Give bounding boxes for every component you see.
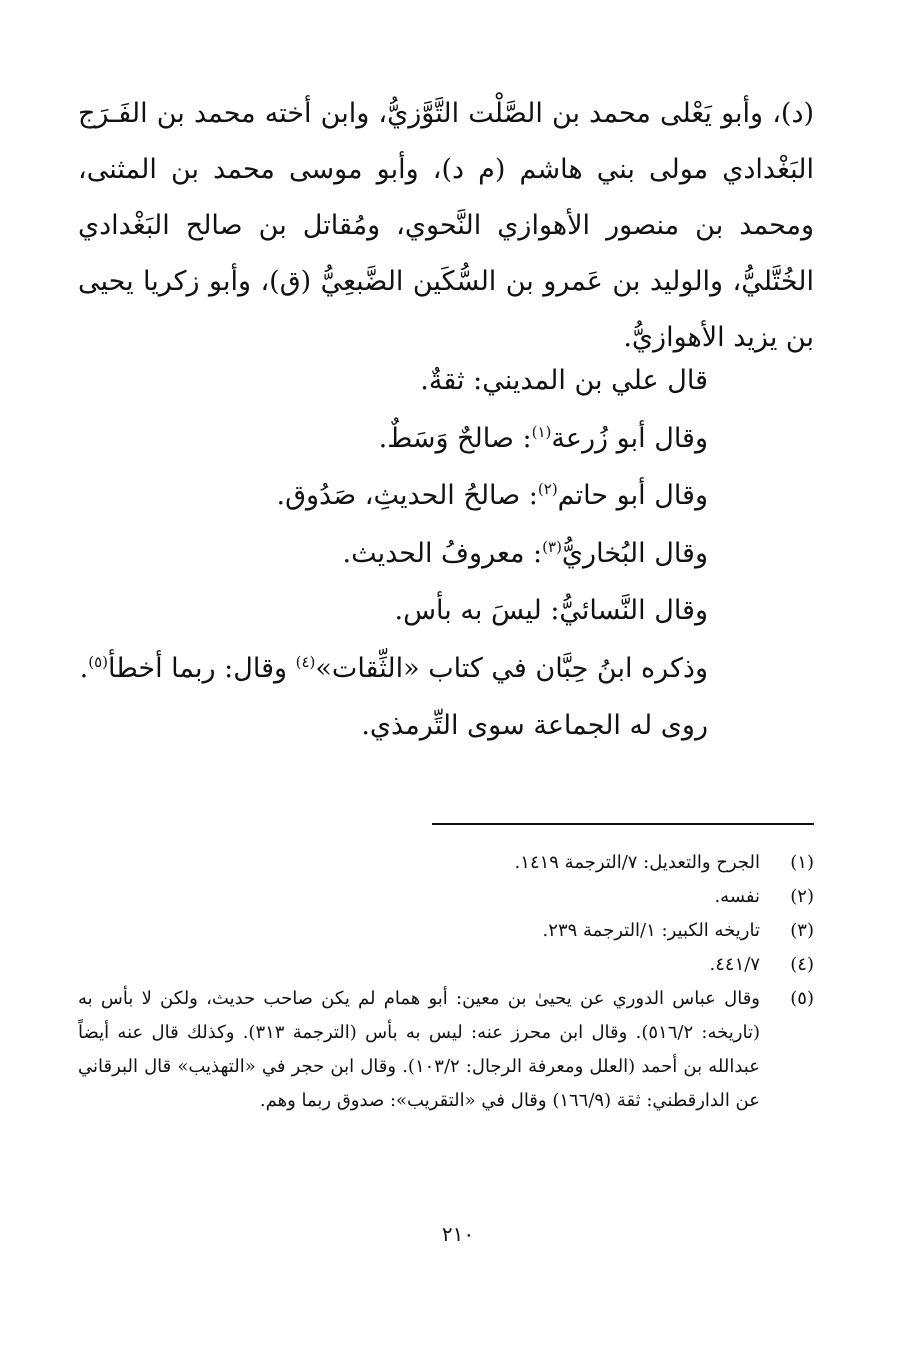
footnote-marker: (٤) — [295, 652, 316, 671]
footnote-number: (٢) — [790, 886, 814, 907]
quotes-block — [79, 352, 708, 755]
quote-line — [79, 640, 708, 698]
footnote-text: ٤٤١/٧. — [709, 954, 760, 975]
quote-text: وقال النَّسائيُّ: ليسَ به بأس. — [394, 595, 708, 626]
quote-line — [88, 525, 708, 583]
footnote-marker: (٣) — [542, 537, 562, 556]
footnote-number: (١) — [790, 852, 814, 873]
footnotes — [78, 846, 814, 1118]
quote-line — [88, 582, 708, 640]
quote-line — [88, 410, 708, 468]
footnote — [78, 880, 814, 914]
quote-text: روى له الجماعة سوى التِّرمذي. — [361, 710, 708, 741]
quote-line — [88, 352, 708, 410]
footnote — [78, 914, 814, 948]
footnote-marker: (٥) — [88, 652, 109, 671]
footnote-text: تاريخه الكبير: ١/الترجمة ٢٣٩. — [542, 920, 760, 941]
footnote-text: وقال عباس الدوري عن يحيىٰ بن معين: أبو همام لم يكن صاحب حديث، ولكن لا بأس به (تاريخه: ٥١٦/٢). وقال ابن محرز عنه: ليس به بأس (الترجمة ٣١٣). وكذلك قال عنه أيضاً عبدالله بن أحمد (العلل ومعرفة الرجال: ١٠٣/٢). وقال ابن حجر في «التهذيب» قال البرقاني عن الدارقطني: ثقة (١٦٦/٩) وقال في «التقريب»: صدوق ربما وهم. — [78, 988, 760, 1111]
footnote-text: الجرح والتعديل: ٧/الترجمة ١٤١٩. — [514, 852, 760, 873]
quote-text: وذكره ابنُ حِبَّان في كتاب «الثِّقات» — [315, 652, 708, 684]
footnote — [78, 982, 814, 1118]
quote-line — [88, 697, 708, 755]
quote-text: قال علي بن المديني: ثقةٌ. — [420, 365, 708, 396]
quote-text: وقال أبو زُرعة — [551, 422, 708, 454]
footnote — [78, 846, 814, 880]
quote-text: وقال البُخاريُّ — [561, 537, 708, 569]
footnote-separator — [432, 823, 814, 825]
footnote-text: نفسه. — [714, 886, 760, 907]
footnote-number: (٤) — [790, 954, 814, 975]
quote-rest: وقال: ربما أخطأ — [108, 652, 296, 684]
quote-rest: : صالحٌ وَسَطٌ. — [378, 422, 532, 454]
footnote-marker: (١) — [531, 422, 552, 441]
quote-rest: : صالحُ الحديثِ، صَدُوق. — [276, 480, 538, 511]
quote-text: وقال أبو حاتم — [557, 480, 708, 511]
page-number: ٢١٠ — [441, 1222, 475, 1246]
quote-rest: . — [79, 652, 89, 684]
footnote-marker: (٢) — [537, 480, 558, 498]
footnote — [78, 948, 814, 982]
footnote-number: (٥) — [790, 988, 814, 1009]
quote-line — [88, 467, 708, 525]
footnote-number: (٣) — [790, 920, 814, 941]
quote-rest: : معروفُ الحديث. — [342, 537, 543, 569]
main-paragraph: (د)، وأبو يَعْلى محمد بن الصَّلْت التَّوَّزيُّ، وابن أخته محمد بن الفَـرَج البَغْدادي مولى بني هاشم (م د)، وأبو موسى محمد بن المثنى، ومحمد بن منصور الأهوازي النَّحوي، ومُقاتل بن صالح البَغْدادي الخُتَّليُّ، والوليد بن عَمرو بن السُّكَين الضَّبعِيُّ (ق)، وأبو زكريا يحيى بن يزيد الأهوازيُّ. — [78, 98, 814, 353]
